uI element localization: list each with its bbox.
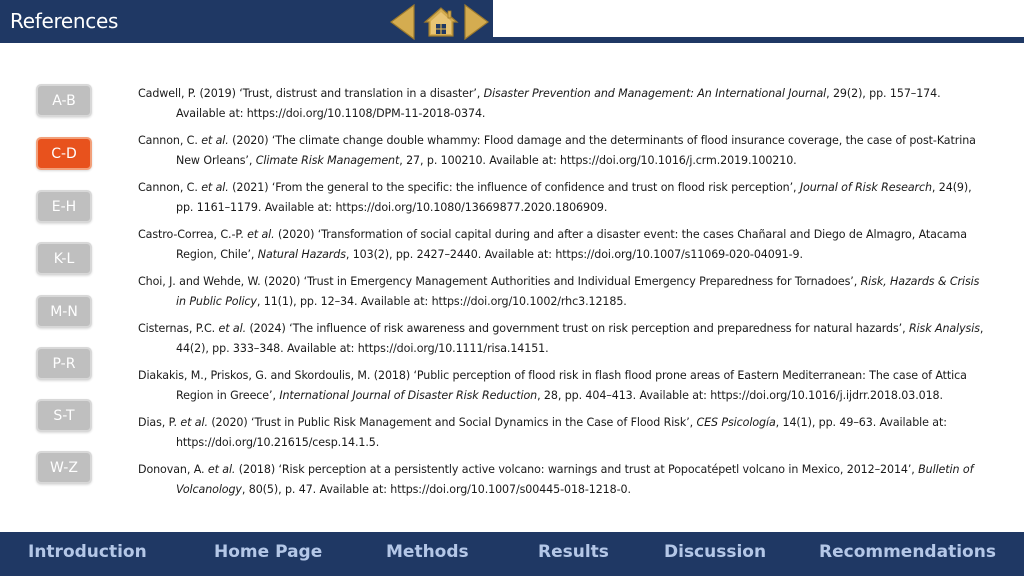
- tab-p-r[interactable]: P-R: [36, 347, 92, 380]
- reference-text: , 80(5), p. 47. Available at: https://doi.org/10.1007/s00445-018-1218-0.: [241, 482, 631, 496]
- tab-a-b[interactable]: A-B: [36, 84, 92, 117]
- reference-entry: [138, 131, 988, 170]
- reference-entry: [138, 460, 988, 499]
- reference-entry: [138, 272, 988, 311]
- reference-text: (2024) ‘The influence of risk awareness and government trust on risk perception and preparedness for natural hazards’,: [246, 322, 909, 335]
- reference-italic-text: et al.: [201, 181, 229, 194]
- reference-italic-text: International Journal of Disaster Risk Reduction: [279, 388, 538, 402]
- reference-text: Cannon, C.: [138, 134, 202, 147]
- header-bar: [0, 0, 493, 43]
- tab-k-l[interactable]: K-L: [36, 242, 92, 275]
- header-divider: [493, 37, 1024, 43]
- arrow-left-icon: [390, 4, 416, 40]
- reference-italic-text: Natural Hazards: [257, 247, 346, 261]
- previous-slide-button[interactable]: [390, 4, 416, 40]
- tab-c-d[interactable]: C-D: [36, 137, 92, 170]
- reference-entry: [138, 413, 988, 452]
- next-slide-button[interactable]: [463, 4, 489, 40]
- page-title: References: [10, 9, 119, 33]
- tab-w-z[interactable]: W-Z: [36, 451, 92, 484]
- reference-italic-text: Climate Risk Management: [255, 153, 400, 167]
- reference-text: (2020) ‘Trust in Public Risk Management and Social Dynamics in the Case of Flood Risk’,: [207, 416, 697, 429]
- footer-link-methods[interactable]: Methods: [386, 542, 469, 562]
- reference-text: , 29(2), pp. 157–174. Available at: https://doi.org/10.1108/DPM-11-2018-0374.: [176, 87, 941, 120]
- footer-link-results[interactable]: Results: [538, 542, 609, 562]
- reference-text: Cadwell, P. (2019) ‘Trust, distrust and translation in a disaster’,: [138, 87, 484, 100]
- reference-italic-text: Risk Analysis: [908, 322, 980, 335]
- reference-text: Castro-Correa, C.-P.: [138, 228, 248, 241]
- reference-text: (2018) ‘Risk perception at a persistently active volcano: warnings and trust at Popocatépetl volcano in Mexico, 2012–2014’,: [235, 463, 919, 476]
- footer-link-home-page[interactable]: Home Page: [214, 542, 323, 562]
- reference-entry: [138, 178, 988, 217]
- footer-nav: [0, 532, 1024, 576]
- reference-italic-text: Disaster Prevention and Management: An International Journal: [483, 87, 827, 100]
- reference-text: , 24(9), pp. 1161–1179. Available at: https://doi.org/10.1080/13669877.2020.1806909.: [176, 181, 972, 214]
- reference-text: Choi, J. and Wehde, W. (2020) ‘Trust in Emergency Management Authorities and Individual Emergency Preparedness for Tornadoes’,: [138, 275, 861, 288]
- reference-text: , 11(1), pp. 12–34. Available at: https://doi.org/10.1002/rhc3.12185.: [256, 294, 627, 308]
- reference-text: Cannon, C.: [138, 181, 202, 194]
- reference-text: , 44(2), pp. 333–348. Available at: https://doi.org/10.1111/risa.14151.: [176, 322, 984, 355]
- reference-text: Cisternas, P.C.: [138, 322, 219, 335]
- reference-italic-text: et al.: [218, 322, 247, 335]
- footer-link-discussion[interactable]: Discussion: [664, 542, 767, 562]
- reference-entry: [138, 225, 988, 264]
- reference-italic-text: Bulletin of Volcanology: [176, 463, 974, 496]
- reference-text: , 27, p. 100210. Available at: https://doi.org/10.1016/j.crm.2019.100210.: [399, 153, 797, 167]
- reference-italic-text: CES Psicología: [696, 416, 776, 429]
- reference-italic-text: et al.: [247, 228, 275, 241]
- arrow-right-icon: [463, 4, 489, 40]
- reference-text: , 28, pp. 404–413. Available at: https://doi.org/10.1016/j.ijdrr.2018.03.018.: [537, 388, 943, 402]
- footer-link-recommendations[interactable]: Recommendations: [819, 542, 996, 562]
- reference-entry: [138, 84, 988, 123]
- tab-s-t[interactable]: S-T: [36, 399, 92, 432]
- reference-italic-text: et al.: [207, 463, 236, 476]
- reference-entry: [138, 366, 988, 405]
- tab-m-n[interactable]: M-N: [36, 295, 92, 328]
- reference-entry: [138, 319, 988, 358]
- footer-link-introduction[interactable]: Introduction: [28, 542, 147, 562]
- reference-text: , 14(1), pp. 49–63. Available at: https://doi.org/10.21615/cesp.14.1.5.: [176, 416, 947, 449]
- reference-italic-text: Risk, Hazards & Crisis in Public Policy: [176, 275, 980, 308]
- home-button[interactable]: [423, 6, 459, 38]
- reference-text: Dias, P.: [138, 416, 181, 429]
- reference-text: , 103(2), pp. 2427–2440. Available at: https://doi.org/10.1007/s11069-020-04091-9.: [345, 247, 803, 261]
- reference-text: Donovan, A.: [138, 463, 208, 476]
- reference-italic-text: et al.: [201, 134, 229, 147]
- home-icon: [423, 6, 459, 38]
- reference-italic-text: et al.: [180, 416, 208, 429]
- reference-text: (2020) ‘The climate change double whammy: Flood damage and the determinants of flood insurance coverage, the case of post-Katrina New Orleans’,: [176, 134, 976, 167]
- reference-text: (2020) ‘Transformation of social capital during and after a disaster event: the cases Chañaral and Diego de Almagro, Atacama Region, Chile’,: [176, 228, 967, 261]
- tab-e-h[interactable]: E-H: [36, 190, 92, 223]
- reference-text: Diakakis, M., Priskos, G. and Skordoulis, M. (2018) ‘Public perception of flood risk in flash flood prone areas of Eastern Mediterranean: The case of Attica Region in Greece’,: [138, 369, 967, 402]
- reference-list: [138, 84, 988, 507]
- reference-text: (2021) ‘From the general to the specific: the influence of confidence and trust on flood risk perception’,: [228, 181, 800, 194]
- reference-italic-text: Journal of Risk Research: [799, 181, 932, 194]
